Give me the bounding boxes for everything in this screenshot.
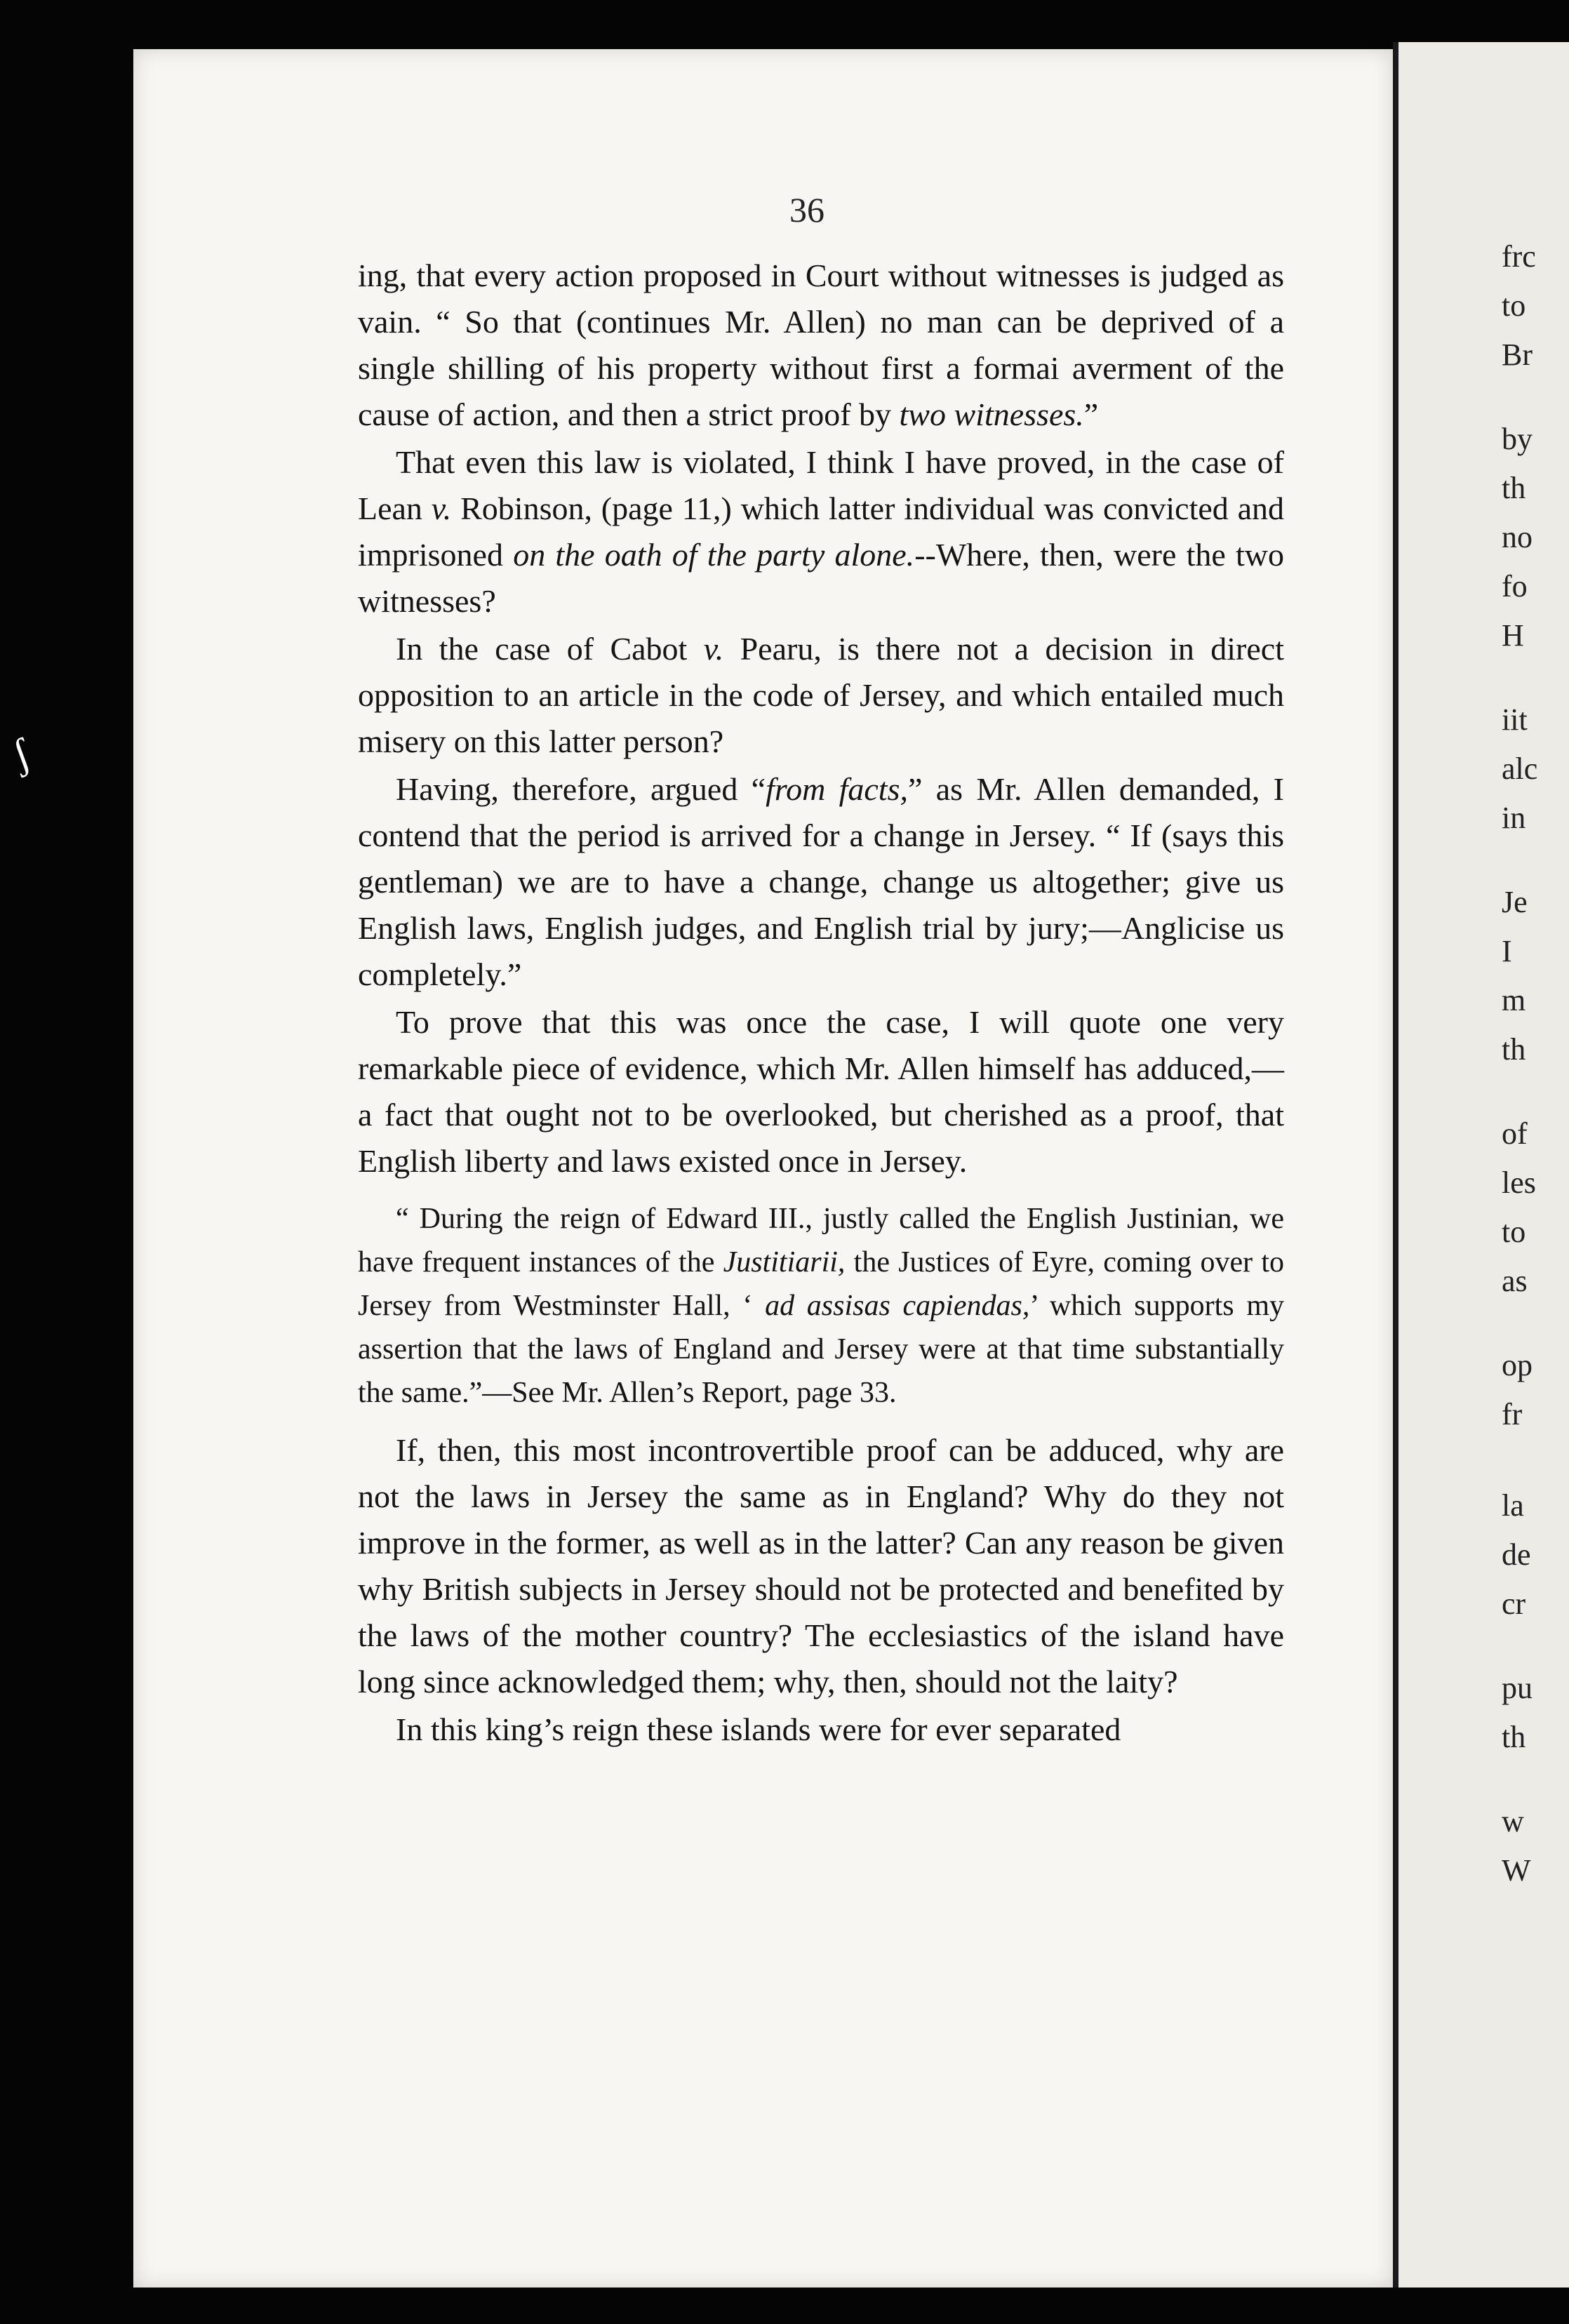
adjacent-page-fragment: frc <box>1502 239 1536 274</box>
adjacent-page-fragment: th <box>1502 1720 1526 1754</box>
adjacent-page-fragment: pu <box>1502 1671 1533 1705</box>
paragraph: In the case of Cabot v. Pearu, is there not a decision in direct opposition to an article in the code of Jersey, and which entailed much misery on this latter person? <box>358 631 1284 759</box>
adjacent-page-fragment: in <box>1502 801 1526 835</box>
adjacent-page-fragment: la <box>1502 1488 1524 1523</box>
adjacent-page-fragment: to <box>1502 1215 1526 1249</box>
adjacent-page-fragment: op <box>1502 1348 1533 1382</box>
adjacent-page-fragment: no <box>1502 520 1533 554</box>
paragraph: In this king’s reign these islands were for ever separated <box>396 1711 1121 1747</box>
adjacent-page <box>1393 42 1569 2288</box>
adjacent-page-fragment: th <box>1502 471 1526 505</box>
page-number: 36 <box>789 190 824 229</box>
adjacent-page-fragment: fo <box>1502 569 1528 603</box>
adjacent-page-fragment: th <box>1502 1032 1526 1067</box>
block-quote: “ During the reign of Edward III., justly called the English Justinian, we have frequent instances of the Justitiarii, the Justices of Eyre, coming over to Jersey from Westminster Hall, ‘ ad assisas capiendas,’ which supports my assertion that the laws of England and Jersey were at that time substantially the same.”—See Mr. Allen’s Report, page 33. <box>358 1203 1284 1409</box>
adjacent-page-fragment: as <box>1502 1264 1528 1298</box>
adjacent-page-fragment: de <box>1502 1537 1531 1572</box>
adjacent-page-fragment: m <box>1502 983 1526 1017</box>
adjacent-page-fragment: Br <box>1502 338 1533 372</box>
adjacent-page-fragment: of <box>1502 1116 1528 1151</box>
adjacent-page-fragment: to <box>1502 288 1526 323</box>
adjacent-page-fragment: iit <box>1502 702 1528 737</box>
adjacent-page-fragment: I <box>1502 934 1512 968</box>
adjacent-page-fragment: H <box>1502 618 1524 653</box>
adjacent-page-fragment: Je <box>1502 885 1528 919</box>
page-body-text <box>358 253 1284 1753</box>
paragraph: ing, that every action proposed in Court without witnesses is judged as vain. “ So that (continues Mr. Allen) no man can be deprived of a single shilling of his property without first a formai averment of the cause of action, and then a strict proof by two witnesses.” <box>358 258 1284 432</box>
adjacent-page-fragment: alc <box>1502 752 1538 786</box>
adjacent-page-fragment: cr <box>1502 1587 1526 1621</box>
adjacent-page-fragment: W <box>1502 1853 1531 1888</box>
adjacent-page-fragment: by <box>1502 422 1533 456</box>
scan-artifact-mark: ʃ <box>6 729 36 778</box>
paragraph: Having, therefore, argued “from facts,” as Mr. Allen demanded, I contend that the period is arrived for a change in Jersey. “ If (says this gentleman) we are to have a change, change us altogether; give us English laws, English judges, and English trial by jury;—Anglicise us completely.” <box>358 771 1284 992</box>
paragraph: That even this law is violated, I think I have proved, in the case of Lean v. Robinson, (page 11,) which latter individual was convicted and imprisoned on the oath of the party alone.--Where, then, were the two witnesses? <box>358 444 1285 619</box>
paragraph: If, then, this most incontrovertible proof can be adduced, why are not the laws in Jersey the same as in England? Why do they not improve in the former, as well as in the latter? Can any reason be given why British subjects in Jersey should not be protected and benefited by the laws of the mother country? The ecclesiastics of the island have long since acknowledged them; why, then, should not the laity? <box>358 1432 1284 1699</box>
adjacent-page-fragment: fr <box>1502 1397 1523 1431</box>
adjacent-page-fragment: w <box>1502 1804 1524 1838</box>
adjacent-page-fragment: les <box>1502 1166 1536 1200</box>
paragraph: To prove that this was once the case, I will quote one very remarkable piece of evidence, which Mr. Allen himself has adduced,—a fact that ought not to be overlooked, but cherished as a proof, that English liberty and laws existed once in Jersey. <box>358 1004 1284 1179</box>
